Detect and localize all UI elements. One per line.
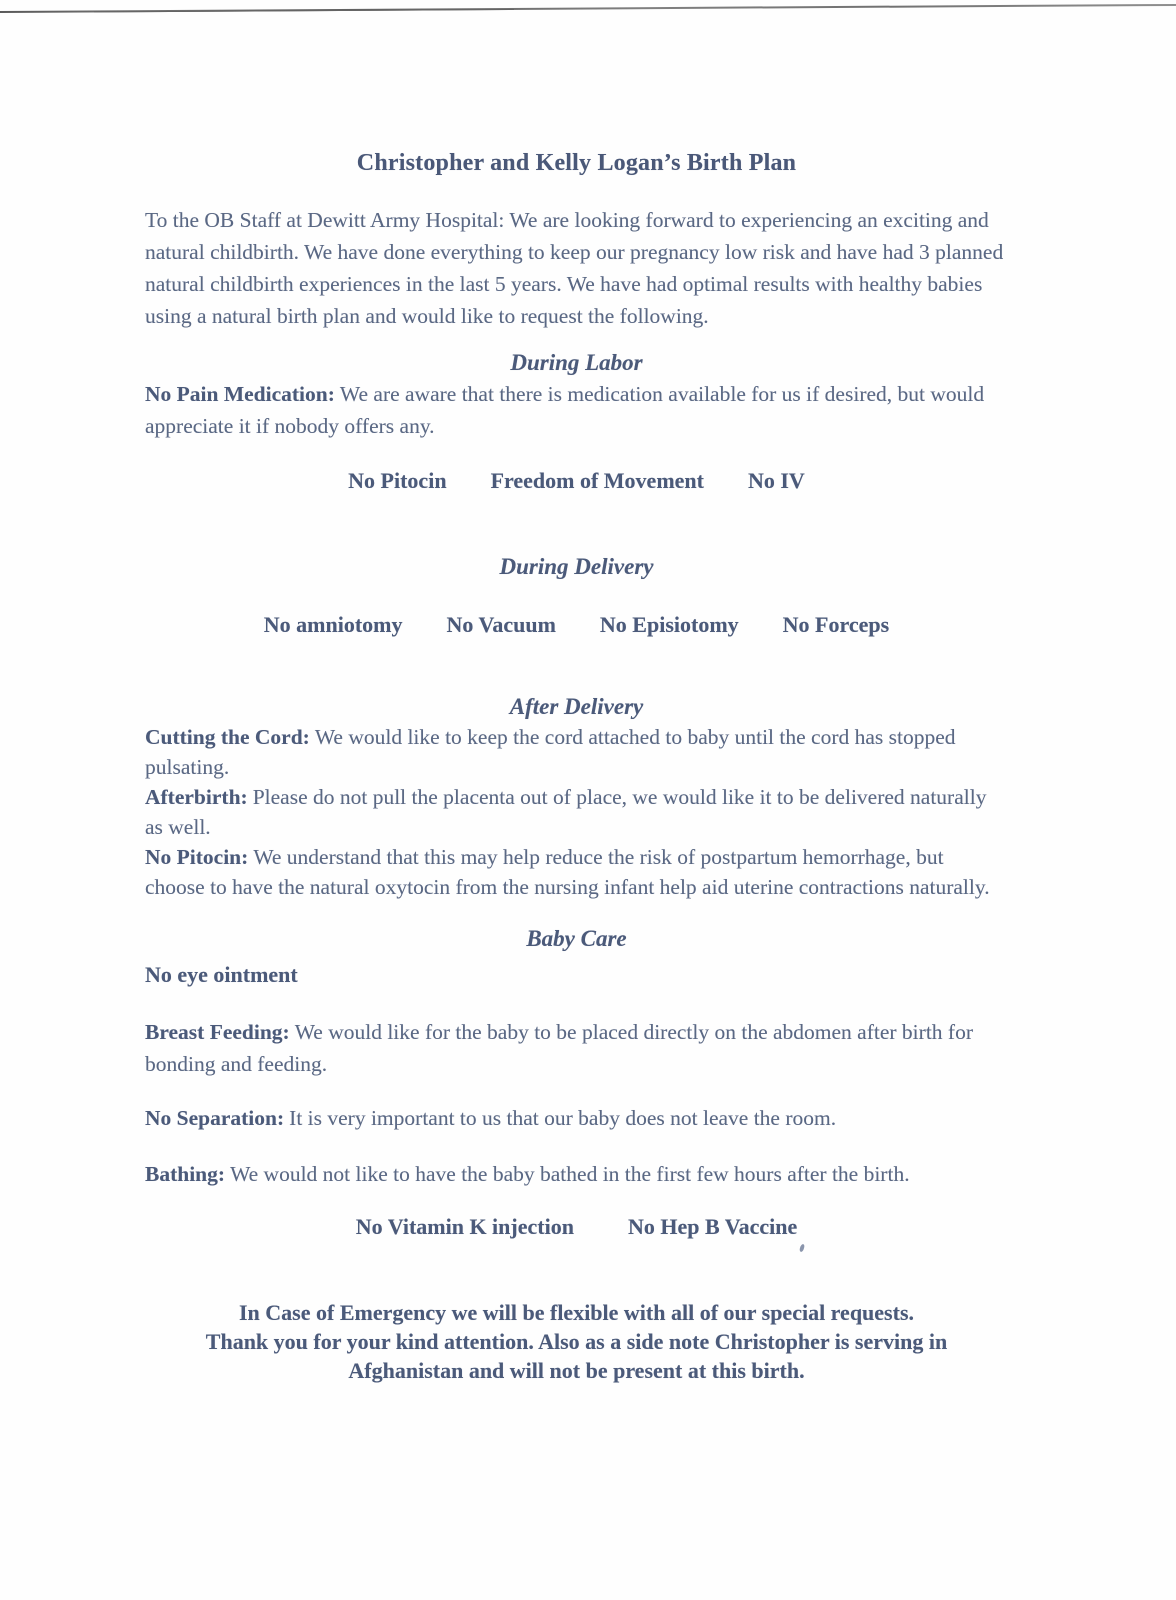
paragraph-no-pain-medication [145,378,1008,442]
closing-line: In Case of Emergency we will be flexible with all of our special requests. [238,1300,915,1325]
delivery-options-row [145,610,1008,640]
section-heading-after-delivery: After Delivery [509,694,644,719]
option-item: No Hep B Vaccine [627,1214,798,1239]
paragraph-bathing [145,1158,1008,1190]
section-heading-baby-care: Baby Care [526,926,627,951]
paragraph-label: No Pain Medication: [145,382,335,406]
paragraph-label: Breast Feeding: [145,1020,290,1044]
paragraph-text: We would like for the baby to be placed directly on the abdomen after birth for bonding and feeding. [145,1020,973,1076]
note-no-eye-ointment: No eye ointment [145,962,298,987]
labor-options-row [145,466,1008,496]
paragraph-no-separation [145,1102,1008,1134]
option-item: Freedom of Movement [490,468,704,493]
option-item: No Vitamin K injection [355,1214,574,1239]
option-item: No amniotomy [263,612,403,637]
paragraph-text: We would like to keep the cord attached to baby until the cord has stopped pulsating. [145,725,956,779]
paragraph-label: Bathing: [145,1162,226,1186]
paragraph-text: We understand that this may help reduce the risk of postpartum hemorrhage, but choose to have the natural oxytocin from the nursing infant help aid uterine contractions naturally. [145,845,990,899]
paragraph-text: We would not like to have the baby bathed in the first few hours after the birth. [230,1162,910,1186]
intro-paragraph: To the OB Staff at Dewitt Army Hospital: We are looking forward to experiencing an exciting and natural childbirth. We have done everything to keep our pregnancy low risk and have had 3 planned natural childbirth experiences in the last 5 years. We have had optimal results with healthy babies using a natural birth plan and would like to request the following. [145,208,1004,328]
option-item: No Episiotomy [599,612,739,637]
document-title: Christopher and Kelly Logan’s Birth Plan [356,150,797,176]
section-heading-during-delivery: During Delivery [499,554,654,579]
paragraph-label: Afterbirth: [145,785,248,809]
option-item: No Forceps [782,612,890,637]
option-item: No Pitocin [348,468,447,493]
paragraph-afterbirth [145,782,1008,842]
section-heading-during-labor: During Labor [510,350,643,375]
paragraph-label: No Pitocin: [145,845,249,869]
paragraph-text: We are aware that there is medication available for us if desired, but would appreciate it if nobody offers any. [145,382,985,438]
paragraph-breast-feeding [145,1016,1008,1080]
option-item: No IV [747,468,805,493]
babycare-options-row [145,1212,1008,1242]
closing-line: Thank you for your kind attention. Also as a side note Christopher is serving in [205,1329,948,1354]
after-delivery-paragraphs [145,722,1008,902]
paragraph-text: Please do not pull the placenta out of place, we would like it to be delivered naturally as well. [145,785,987,839]
paragraph-label: No Separation: [145,1106,285,1130]
paragraph-cutting-the-cord [145,722,1008,782]
closing-line: Afghanistan and will not be present at this birth. [348,1358,805,1383]
paragraph-text: It is very important to us that our baby does not leave the room. [289,1106,837,1130]
option-item: No Vacuum [446,612,556,637]
closing-statement [145,1298,1008,1385]
paragraph-no-pitocin-after [145,842,1008,902]
paragraph-label: Cutting the Cord: [145,725,310,749]
